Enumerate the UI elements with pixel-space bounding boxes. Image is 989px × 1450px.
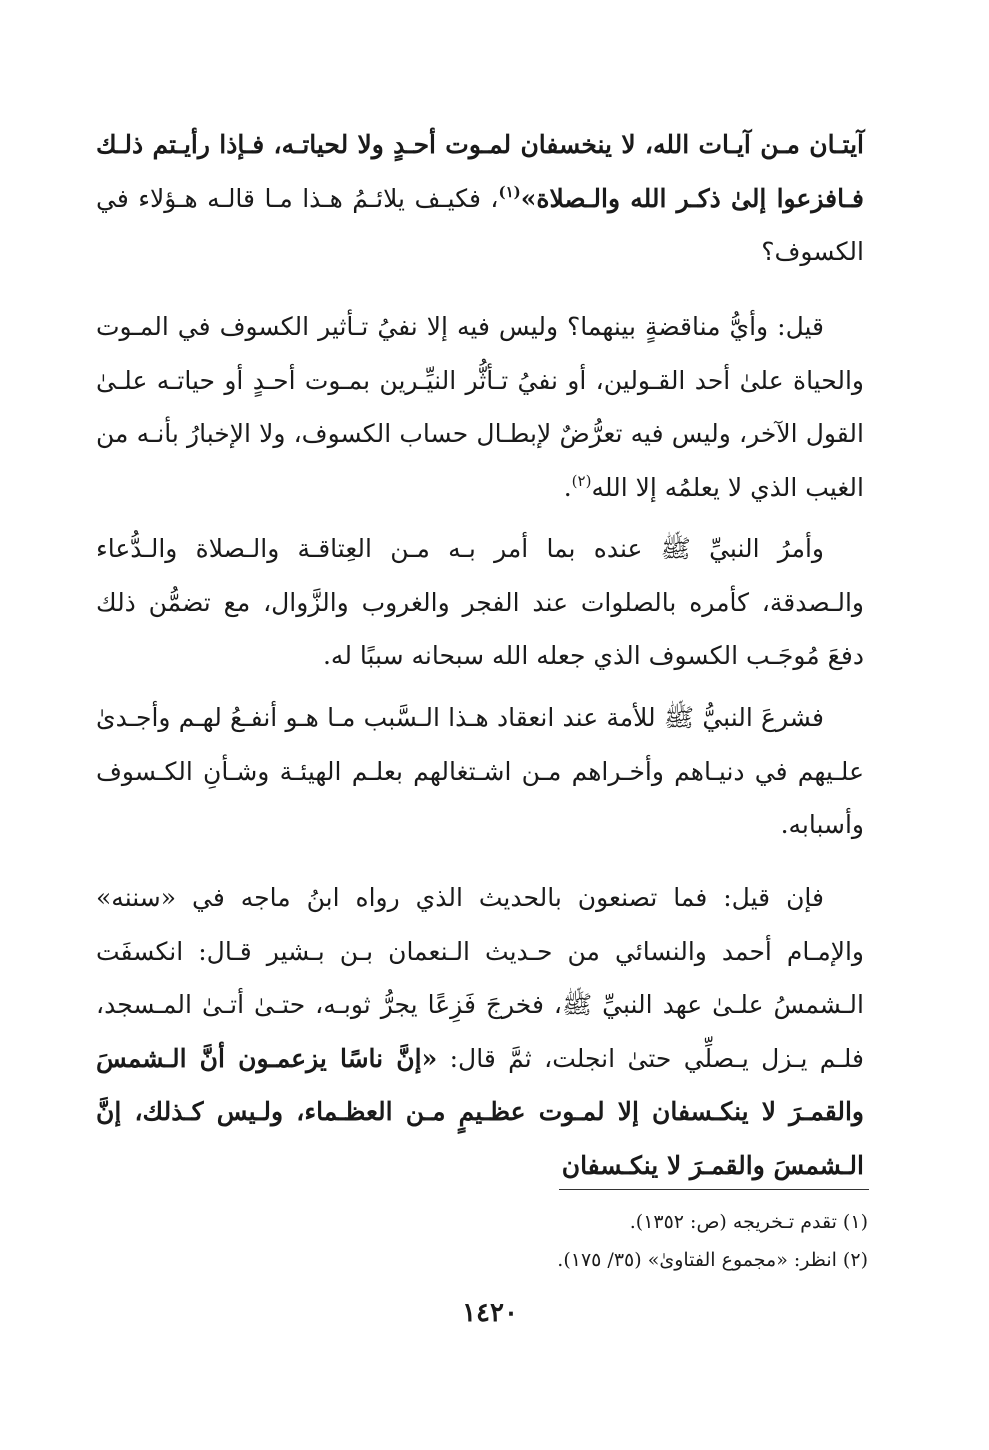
paragraph-5 xyxy=(96,871,864,1192)
footnotes xyxy=(440,1203,868,1279)
page-number: ١٤٢٠ xyxy=(462,1298,518,1328)
footnote-separator xyxy=(559,1189,869,1190)
paragraph-3 xyxy=(96,522,864,683)
footnote-ref-1: (١) xyxy=(498,182,521,201)
footnote-1: (١) تقدم تـخريجه (ص: ١٣٥٢). xyxy=(629,1211,868,1233)
paragraph-3-body: وأمرُ النبيِّ ﷺ عنده بما أمر بـه مـن العِتاقـة والـصلاة والـدُّعاء والـصدقة، كأمره بالصلوات عند الفجر والغروب والزَّوال، مع تضمُّن ذلك دفعَ مُوجَـب الكسوف الذي جعله الله سبحانه سببًا له. xyxy=(96,534,864,670)
paragraph-2-end: . xyxy=(563,472,572,502)
paragraph-1 xyxy=(96,118,864,279)
hadith-quote-continued xyxy=(96,118,864,279)
hadith-quote: «إنَّ ناسًا يزعمـون أنَّ الـشمسَ والقمـرَ لا ينكـسفان إلا لمـوت عظـيمٍ مـن العظـماء، ولـيس كـذلك، إنَّ الـشمسَ والقمـرَ لا ينكـسفان xyxy=(96,1043,864,1180)
paragraph-4-body: فشرعَ النبيُّ ﷺ للأمة عند انعقاد هـذا الـسَّبب مـا هـو أنفـعُ لهـم وأجـدىٰ علـيهم في دنيـاهم وأخـراهم مـن اشـتغالهم بعلـم الهيئـة وشـأنِ الكـسوف وأسبابه. xyxy=(96,703,864,839)
paragraph-2-text: قيل: وأيُّ مناقضةٍ بينهما؟ وليس فيه إلا نفيُ تـأثير الكسوف في المـوت والحياة علىٰ أحد القـولين، أو نفيُ تـأثُّر النيِّـرين بمـوت أحـدٍ أو حياتـه علـىٰ القول الآخر، وليس فيه تعرُّضٌ لإبطـال حساب الكسوف، ولا الإخبارُ بأنـه من الغيب الذي لا يعلمُه إلا الله xyxy=(96,312,864,502)
footnote-ref-2: (٢) xyxy=(571,471,592,490)
paragraph-1-text: آيتـان مـن آيـات الله، لا ينخسفان لمـوت أحـدٍ ولا لحياتـه، فـإذا رأيـتم ذلـك فـافزعوا إلىٰ ذكـر الله والـصلاة» xyxy=(96,130,864,213)
paragraph-1-continuation: ، فكيـف يلائـمُ هـذا مـا قالـه هـؤلاء في الكسوف؟ xyxy=(96,183,864,266)
paragraph-5-body xyxy=(96,871,864,1192)
footnote-2: (٢) انظر: «مجموع الفتاوىٰ» (٣٥/ ١٧٥). xyxy=(557,1249,868,1271)
paragraph-5-text: فإن قيل: فما تصنعون بالحديث الذي رواه ابنُ ماجه في «سننه» والإمـام أحمد والنسائي من حـديث الـنعمان بـن بـشير قـال: انكسفَت الـشمسُ علـىٰ عهد النبيِّ ﷺ، فخرجَ فَزِعًا يجرُّ ثوبـه، حتـىٰ أتـىٰ المـسجد، فلـم يـزل يـصلِّي حتىٰ انجلت، ثمَّ قال: xyxy=(96,883,864,1073)
paragraph-4 xyxy=(96,691,864,852)
paragraph-2-body xyxy=(96,300,864,514)
paragraph-2 xyxy=(96,300,864,514)
